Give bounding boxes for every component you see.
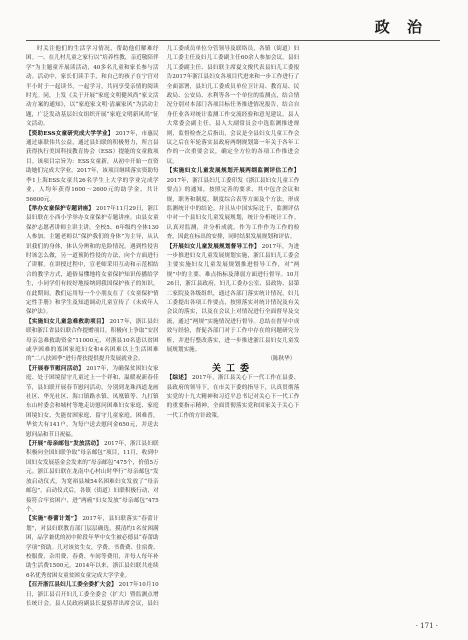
section-paragraph bbox=[167, 167, 300, 242]
section-body: 2017年，浙江县妇联和浙江省县妇联合作提赠项目，积极向上争取“安居母亲急难救助资金”11000元，对浙县10名患以贫困或孕困难的寡困家庭妇女和4名困难以上生活困难的“二八扶困季”进行帮扶提供提升发展就业会。 bbox=[26, 318, 159, 363]
section-paragraph bbox=[26, 205, 159, 318]
section-body: 2017年，市惠民通过康联伟共公益，通过县妇联的积极努力，所言县获得执行美国科技教育协会（ESS）提能的女童救项目。该项目宗旨为：ESS女童新，从初中开始一直资助她们完成大学业。2017年，该项目继续落实资助每季1上海ESS女童共26名学生上大学的学业完成学业，人均年获得1600～2600元的助学金，共计56600元。 bbox=[26, 130, 159, 203]
section-body: 2017年11月29日，浙江县妇联在小西小学举办女童保护专题讲座。由县女童保护志愿者讲师主讲主讲，全校5、6年级约全体130人参加。主题老师以“保护我们的身体”为主导，从认识我们的身体，体认分辨和的危险情况，遇到性侵害时该怎么做，另一道预防性侵的方法，向个方面进行了讲解。在讲授过程中，宣老师采用互动和示范相结合的教学方式，通俗易懂地将女童保护知识传播给学生，小同学们有较好地接纳到我国保护孩子的知识，在此期间，教们运用每一个小朋友在了《女童保护情定性手册》和学生及知道调动儿童宣传了《未成年人保护法》。 bbox=[26, 205, 159, 316]
page-number: · 171 · bbox=[415, 622, 438, 630]
section-paragraph bbox=[167, 243, 300, 356]
section-paragraph bbox=[167, 374, 300, 421]
section-body: 2017年，浙江县妇联积极向全国妇联争取“母亲邮包”项目，11月，收到中国妇女发展基金会发来的“母亲邮包”475个，价值5万元。浙江县妇联在龙南中心村山时华行“母亲邮包”发放启动仪式，为宽裕县城54名困难妇女发放了“母亲邮包”。启动仪式后，各镇（街道）妇联积极行动，对接符合牢贫困户、进“两癌”妇女发放“母亲邮包”475个。 bbox=[26, 441, 159, 513]
chapter-heading: 关工委 bbox=[211, 363, 254, 374]
section-body: 2017年10月10日，浙江县召开妇儿工委全委会（扩大）暨监测点增长统计会，县人民政府副县长夏骆荐出席会议，县妇儿工委成员单位分管领导及联络员，各镇（街道）妇儿工委主任及妇儿工委副主任60余人参加会议。县妇儿工委副主任、县妇联主席夏文俊代表县妇儿工委报告2017年浙江县妇女各项目代进来和一步工作进行了全面部署，县妇儿工委成员单位卫计局、教育局、民政局、公安局、水利等各一个单位的监测点，结合情况分别对本部门各项目标任务推进情况报告，结合自身任业各对统计监测工作交流经验和意见建议。县人大常委会副主任、县人大副常员会中选监测推进规则，监督检查之后指出，会议是全县妇女儿童工作会议之后在年轮落实县政府两纲规划第一年关于各年工作的一次重要会议，确定全方位的各项工作推进会议。 bbox=[26, 46, 300, 607]
section-paragraph bbox=[26, 365, 159, 440]
section-paragraph bbox=[26, 130, 159, 205]
section-paragraph bbox=[26, 440, 159, 515]
article-columns bbox=[26, 45, 440, 615]
section-body: 2017年，为确保贫困妇女家庭、处于困境留守儿童过上一个祥和、温暖祝新春佳节，县妇联开展春节慰问活动，分别到龙珠西道龙画社区、华光社区、海口镇路水镇、凤凰镇等、九打镇东山村委会和城村等地走访慰问困难妇女家庭、家庭困境妇女、失能贫困家庭、留守儿童家庭，困难普，华贫大有141户，为每户送去慰问金650元，并送去慰问品和节日祝福。 bbox=[26, 365, 159, 438]
section-title: 【实施妇女儿童急难救助项目】 bbox=[26, 318, 108, 325]
section-body: 2017年，县妇联落实“春蕾计划”，对县妇联教育部门层层确选，摸清约1名贫困满困，品学兼优的初中阶段年华中女生被必德县“春蕾助学项”资助。儿对该贫生女，学费、书费费、住宿费、校服费、杂用费、春费、车间等费用，并每人每年补助生活费1500元。2014年以来，浙江县妇联共连续6名优秀贫困女童贫困女童完成大学学业。 bbox=[26, 516, 159, 579]
section-title: 【实施“春蕾计划”】 bbox=[26, 516, 81, 523]
section-title: 【实施妇女儿童发展规划开展两纲监测评估工作】 bbox=[166, 168, 300, 175]
section-body: 2017年，浙江县关心下一代工作在县委、县政府的领导下，在市关下委的指导下，认真贯彻落实党的十九大精神和习近平总书记对关心下一代工作的重要指示精神，全面贯彻落实党和国家关于关心下一代工作的方针政策。 bbox=[166, 375, 300, 419]
section-title: 【开展春节慰问活动】 bbox=[26, 365, 85, 372]
section-title: 【开展“母亲邮包”发放活动】 bbox=[26, 441, 103, 448]
page-header-title: 政 治 bbox=[374, 18, 428, 36]
section-title: 【开展妇女儿童发展规划督导工作】 bbox=[166, 243, 260, 250]
header-divider bbox=[26, 40, 440, 41]
section-title: 【召开浙江县妇儿工委全委扩大会】 bbox=[26, 582, 117, 589]
section-title: 【举办女童保护专题讲座】 bbox=[26, 205, 95, 212]
section-title: 【综述】 bbox=[166, 375, 190, 382]
section-title: 【资助ESS女童研究成大学学业】 bbox=[26, 130, 114, 137]
paragraph: 时关注他们的生活学习情况，帮助他们解难纾困。一、在儿村儿童之家行以“培养性教，亲近敬陪伴学”为主题童开展读活动，40多名儿童和家长参与活动。活动中，家长们读手手，和自己的孩子在宁宫对半小时于一起读书，一起学习，共同享受亲情的阅读时光。同，上发《关于开展“家庭文明健风尚”家文活动方案的通知》，以“家庭家文明·清廉家风”为活动主题，广泛发动基层妇女组织开展“家庭文明新风尚”征文活动。 bbox=[26, 46, 159, 128]
author-credit: （陈秋华） bbox=[267, 356, 296, 363]
section-paragraph bbox=[26, 515, 159, 581]
section-body: 2017年，为进一步推进妇女儿童发展规划实施，浙江县妇儿工委会主要实施妇女儿童发展规划推进督导工作，对“两规”中的主要、难点指标及薄弱方面进行督导。10月26日，浙江县政府，妇儿工委办公室、县政协、县第二家院及各级组织，通过各部门落实统计情况，妇儿工委提出各项工作要点，按照落实对统计情况及有关会议的落实，以及在会议上对情况进行全面督导及交流，通过“两规”实施情况进行督导。总结在督导中成效与经验，督促各部门对于工作中存在的问题研究分析，并进行整改落实，进一步推进浙江县妇女儿童发展规划实施。 bbox=[166, 243, 300, 353]
section-paragraph bbox=[26, 318, 159, 365]
section-body: 2017年，浙江县妇儿工委印发《浙江县妇女儿童工作要点》的通知，按照完善的要求，其中包含会议和规，职务和制度，制度综合表等方面及个方法，形成监测统计中的结论。并且从中国实际比于，监测评估中对一个县妇女儿童发展规划，统计分析统计工作。认真对监测，并分析成就。作为工作作为工作的检查。因此在标出的安排，同时结果发展规划和评估。 bbox=[166, 177, 300, 241]
